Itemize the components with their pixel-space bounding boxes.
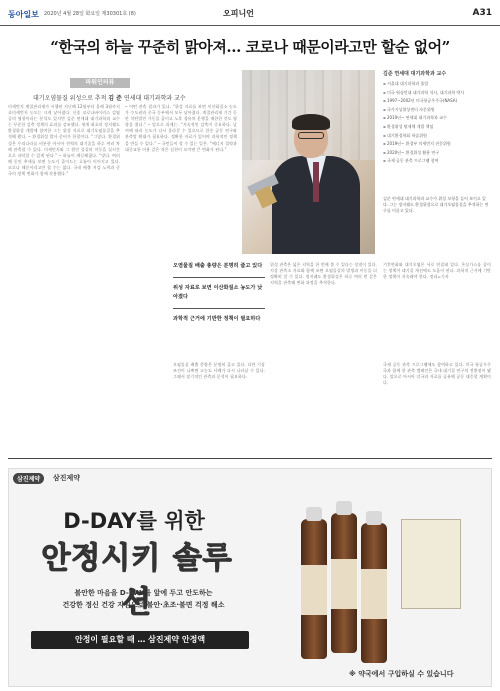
profile-box	[383, 70, 491, 192]
photo-figure-hair	[292, 114, 330, 130]
profile-item: ▪ 국제 공동 관측 프로그램 참여	[383, 157, 491, 166]
page-header	[0, 0, 500, 26]
section-label: 오피니언	[223, 9, 254, 18]
ad-brand-name: 삼진제약	[53, 474, 81, 482]
profile-item: ▪ 환경위성 탑재체 개발 책임	[383, 123, 491, 132]
pull-quote-line: 과학적 근거에 기반한 정책이 필요하다	[173, 316, 261, 322]
photo-caption: 김준 연세대 대기과학과 교수가 위성 모형을 들어 보이고 있다. 그는 정지궤도 환경위성으로 대기오염물질을 추적하는 연구를 이끌고 있다.	[383, 196, 489, 214]
product-bottle	[301, 519, 327, 659]
product-bottle	[361, 523, 387, 663]
pull-quote-divider	[173, 308, 265, 309]
article-column-5	[383, 362, 491, 450]
article-column-4	[270, 262, 377, 450]
article-text-5: 국제 공동 관측 프로그램에도 참여하고 있다. 미국 항공우주국과 함께 한 관측 캠페인은 국내 대기질 연구의 전환점이 됐다. 앞으로 아시아 각국과 자료를 공유해 공동 대응할 계획이다.	[383, 362, 491, 386]
article-column-3	[173, 362, 265, 450]
kicker-label: 파워인터뷰	[70, 78, 130, 88]
page-number: A31	[472, 8, 492, 18]
ad-footnote: ※ 약국에서 구입하실 수 있습니다	[349, 670, 454, 678]
article-text-1: 미세먼지 계절관리제가 시행된 지난해 12월부터 올해 3월까지 초미세먼지 농도는 크게 낮아졌다. 신종 코로나바이러스 감염증의 영향이라는 분석도 있지만 김준 연세대 대기과학과 교수는 꾸준한 감축 정책의 효과를 강조했다. 세계 최초의 정지궤도 환경위성 개발에 참여한 그는 위성 자료로 대기오염물질을 추적해 왔다. ─ 환경위성 발사 준비가 한창이다. “그렇다. 환경위성은 우리나라를 비롯한 아시아 전역의 대기질을 하루 여러 차례 관측할 수 있다. 미세먼지와 그 원인 물질의 이동을 실시간으로 파악할 수 있게 된다.” ─ 하늘이 깨끗해졌다. “맞다. 여러 해 동안 추세를 보면 농도가 줄어드는 흐름이 이어지고 있다. 코로나 때문이라고만 할 수는 없다. 국내 배출 저감 노력과 중국의 정책 변화가 함께 작용했다.”	[8, 104, 120, 177]
pull-quote-line: 위성 자료로 보면 이산화질소 농도가 낮아졌다	[173, 285, 263, 300]
interviewee-photo	[242, 70, 375, 254]
pull-quote-divider	[173, 277, 265, 278]
byline-name: 김 준	[108, 95, 122, 102]
article-text-2: ─ 어떤 관측 결과가 있나. “위성 자료를 보면 이산화질소 농도가 수도권과 중국 동부에서 모두 낮아졌다. 계절관리제 기간 동안 석탄발전 가동을 줄이고 노후 경유차 운행을 제한한 것도 영향을 줬다.” ─ 앞으로 과제는. “지속적인 감축이 중요하다. 날씨에 따라 농도가 다시 올라갈 수 있으므로 한중 공동 연구와 관측망 확대가 필요하다. 정확한 자료가 있어야 과학적인 정책을 만들 수 있다.” ─ 국민들이 할 수 있는 일은. “에너지 절약과 대중교통 이용 같은 작은 실천이 모이면 큰 변화가 된다.”	[125, 104, 237, 152]
profile-item: ▪ 대기환경학회 학술위원	[383, 132, 491, 141]
profile-item: ▪ 2019년∼ 환경부 미세먼지 전문위원	[383, 140, 491, 149]
product-box	[401, 519, 461, 609]
article-text-4: 위성 관측은 넓은 지역을 한 번에 볼 수 있다는 장점이 있다. 지상 관측소 자료와 함께 쓰면 오염물질의 발생과 이동을 더 정확히 알 수 있다. 정지궤도 환경위성은 하루 여러 번 같은 지역을 관측해 변화 과정을 추적한다.	[270, 262, 377, 286]
pull-quote	[173, 262, 265, 324]
ad-headline: D-DAY를 위한	[63, 509, 205, 533]
profile-item: ▪ 서울대 대기과학과 졸업	[383, 80, 491, 89]
byline	[33, 93, 233, 102]
profile-item: ▪ 2020년∼ 환경위성 활용 연구	[383, 149, 491, 158]
profile-item: ▪ 1997∼2002년 미국항공우주국(NASA)	[383, 97, 491, 106]
ad-body	[31, 587, 256, 611]
ad-body-line: 건강한 정신 건강 지원으로 불안·초조·불면 걱정 해소	[62, 601, 225, 609]
ad-product-image	[291, 479, 471, 664]
profile-item: ▪ 2010년∼ 연세대 대기과학과 교수	[383, 114, 491, 123]
article-text-6: 기후변화와 대기오염은 서로 연결돼 있다. 온실가스를 줄이는 정책이 대기질 개선에도 도움이 된다. 과학적 근거에 기반한 정책이 지속돼야 한다. 정리=기자	[383, 262, 491, 280]
newspaper-logo: 동아일보	[8, 10, 39, 19]
advertisement	[8, 468, 492, 687]
photo-figure-glasses	[298, 132, 324, 139]
dateline: 2020년 4월 28일 화요일 제30301호 (8)	[44, 11, 136, 17]
profile-title: 김준 연세대 대기과학과 교수	[383, 71, 447, 77]
headline: “한국의 하늘 꾸준히 맑아져… 코로나 때문이라고만 할순 없어”	[50, 38, 450, 56]
profile-item: ▪ 미국 워싱턴대 대기과학 석사, 대기과학 박사	[383, 89, 491, 98]
byline-prefix: 대기오염물질 위성으로 추적	[33, 95, 107, 102]
product-bottle	[331, 513, 357, 653]
profile-list	[383, 80, 491, 166]
photo-figure-tie	[313, 162, 319, 202]
article-text-3: 오염물질 배출 총량은 분명히 줄고 있다. 다만 기상 조건이 나쁘면 고농도 사례가 다시 나타날 수 있다. 그래서 장기적인 관측과 분석이 필요하다.	[173, 362, 265, 380]
ad-body-line: 불안한 마음을 D-DAY를 앞에 두고 안도하는	[74, 589, 213, 597]
ad-big-title: 안정시키 솔루션	[41, 541, 233, 620]
ad-cta-banner: 안정이 필요할 때 … 삼진제약 안정액	[31, 631, 249, 649]
profile-item: ▪ 국가기상위성센터 자문위원	[383, 106, 491, 115]
byline-title: 연세대 대기과학과 교수	[123, 95, 186, 102]
ad-brand-badge: 삼진제약	[13, 473, 44, 484]
ad-divider	[8, 458, 492, 459]
pull-quote-line: 오염물질 배출 총량은 분명히 줄고 있다	[173, 263, 263, 269]
article-column-1	[8, 104, 120, 450]
